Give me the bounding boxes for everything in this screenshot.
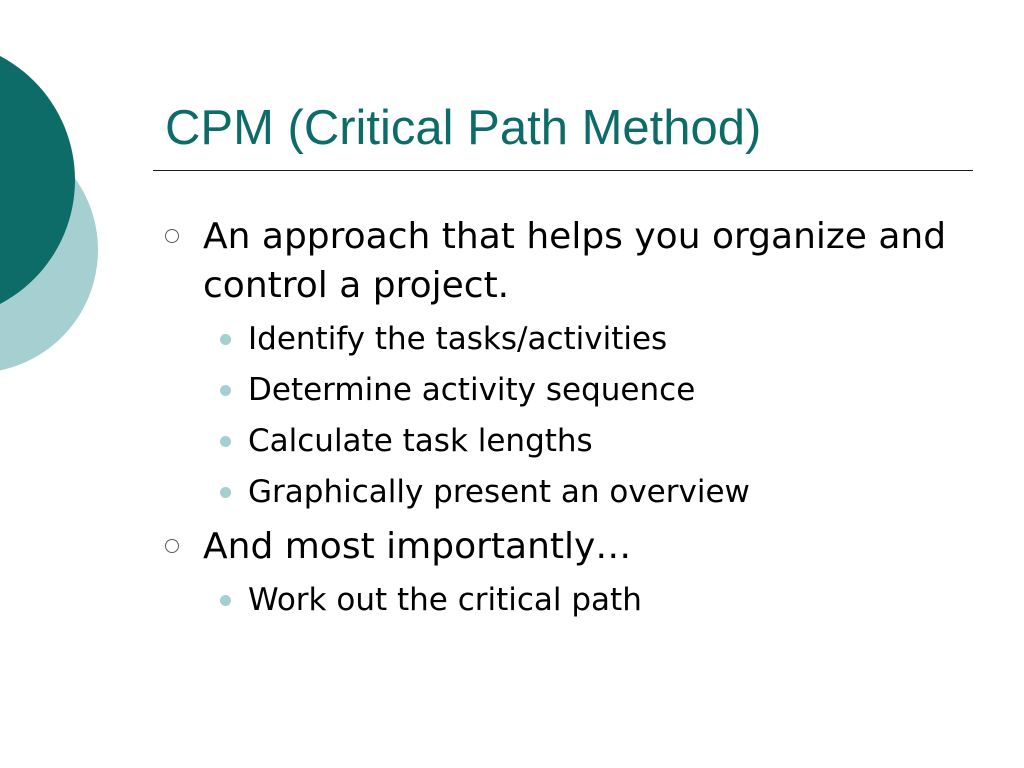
sub-bullet-item (165, 314, 985, 365)
dot-bullet-icon (220, 385, 231, 396)
sub-bullet-text: Determine activity sequence (248, 372, 696, 408)
bullet-text: An approach that helps you organize and control a project. (203, 216, 947, 306)
bullet-item (165, 212, 985, 310)
sub-bullet-text: Graphically present an overview (248, 474, 750, 510)
dot-bullet-icon (220, 487, 231, 498)
sub-bullet-text: Calculate task lengths (248, 423, 593, 459)
decorative-circles (0, 0, 120, 420)
bullet-text: And most importantly… (203, 526, 632, 567)
title-divider (153, 170, 973, 171)
bullet-list (165, 212, 985, 626)
sub-bullet-item (165, 467, 985, 518)
slide-title: CPM (Critical Path Method) (165, 101, 762, 155)
hollow-circle-bullet-icon (165, 539, 179, 553)
hollow-circle-bullet-icon (165, 229, 179, 243)
sub-bullet-item (165, 575, 985, 626)
dot-bullet-icon (220, 595, 231, 606)
bullet-item (165, 522, 985, 571)
sub-bullet-item (165, 365, 985, 416)
sub-bullet-text: Work out the critical path (248, 582, 642, 618)
dot-bullet-icon (220, 334, 231, 345)
dot-bullet-icon (220, 436, 231, 447)
sub-bullet-text: Identify the tasks/activities (248, 321, 668, 357)
sub-bullet-item (165, 416, 985, 467)
